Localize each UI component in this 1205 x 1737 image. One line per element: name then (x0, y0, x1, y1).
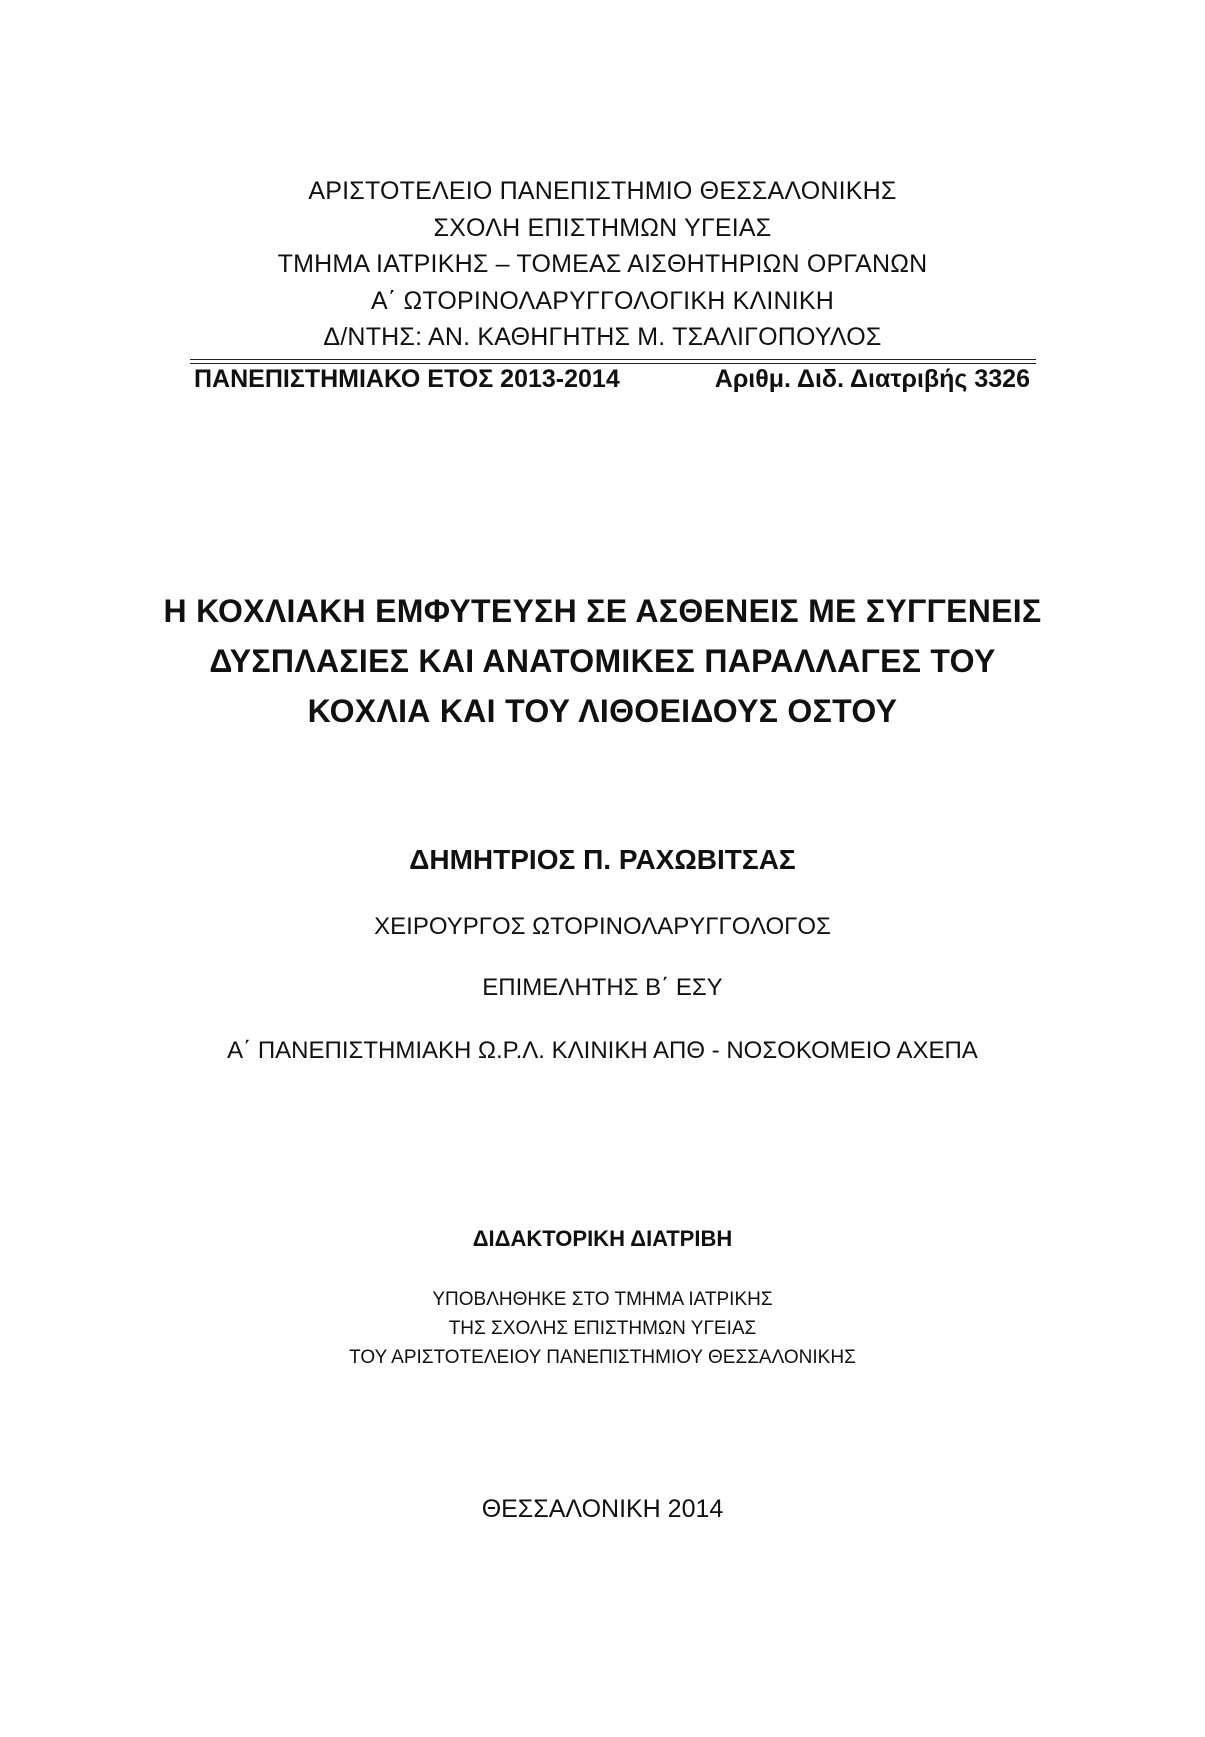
academic-year: ΠΑΝΕΠΙΣΤΗΜΙΑΚΟ ΕΤΟΣ 2013-2014 (194, 365, 620, 393)
submitted-line-1: ΥΠΟΒΛΗΘΗΚΕ ΣΤΟ ΤΜΗΜΑ ΙΑΤΡΙΚΗΣ (432, 1289, 773, 1310)
submitted-line-3: ΤΟΥ ΑΡΙΣΤΟΤΕΛΕΙΟΥ ΠΑΝΕΠΙΣΤΗΜΙΟΥ ΘΕΣΣΑΛΟΝΙΚΗΣ (349, 1347, 856, 1368)
thesis-title-line-1: Η ΚΟΧΛΙΑΚΗ ΕΜΦΥΤΕΥΣΗ ΣΕ ΑΣΘΕΝΕΙΣ ΜΕ ΣΥΓΓΕΝΕΙΣ (163, 593, 1042, 629)
author-affiliation: Α΄ ΠΑΝΕΠΙΣΤΗΜΙΑΚΗ Ω.Ρ.Λ. ΚΛΙΝΙΚΗ ΑΠΘ - ΝΟΣΟΚΟΜΕΙΟ ΑΧΕΠΑ (227, 1037, 978, 1064)
submitted-line-2: ΤΗΣ ΣΧΟΛΗΣ ΕΠΙΣΤΗΜΩΝ ΥΓΕΙΑΣ (448, 1318, 757, 1339)
university-name: ΑΡΙΣΤΟΤΕΛΕΙΟ ΠΑΝΕΠΙΣΤΗΜΙΟ ΘΕΣΣΑΛΟΝΙΚΗΣ (308, 177, 897, 205)
header-rule-top (190, 359, 1036, 360)
clinic-name: Α΄ ΩΤΟΡΙΝΟΛΑΡΥΓΓΟΛΟΓΙΚΗ ΚΛΙΝΙΚΗ (370, 287, 835, 315)
thesis-type: ΔΙΔΑΚΤΟΡΙΚΗ ΔΙΑΤΡΙΒΗ (472, 1226, 733, 1251)
year-row (190, 365, 1036, 401)
department-name: ΤΜΗΜΑ ΙΑΤΡΙΚΗΣ – ΤΟΜΕΑΣ ΑΙΣΘΗΤΗΡΙΩΝ ΟΡΓΑΝΩΝ (277, 250, 928, 278)
school-name: ΣΧΟΛΗ ΕΠΙΣΤΗΜΩΝ ΥΓΕΙΑΣ (433, 214, 772, 242)
author-position: ΕΠΙΜΕΛΗΤΗΣ Β΄ ΕΣΥ (482, 974, 723, 1001)
header-rule-bottom (190, 363, 1036, 364)
thesis-number: Αριθμ. Διδ. Διατριβής 3326 (714, 365, 1030, 393)
author-name: ΔΗΜΗΤΡΙΟΣ Π. ΡΑΧΩΒΙΤΣΑΣ (409, 844, 796, 875)
director-name: Δ/ΝΤΗΣ: ΑΝ. ΚΑΘΗΓΗΤΗΣ Μ. ΤΣΑΛΙΓΟΠΟΥΛΟΣ (323, 323, 882, 351)
place-and-year: ΘΕΣΣΑΛΟΝΙΚΗ 2014 (481, 1495, 724, 1523)
thesis-title-line-2: ΔΥΣΠΛΑΣΙΕΣ ΚΑΙ ΑΝΑΤΟΜΙΚΕΣ ΠΑΡΑΛΛΑΓΕΣ ΤΟΥ (209, 643, 996, 679)
thesis-title-line-3: ΚΟΧΛΙΑ ΚΑΙ ΤΟΥ ΛΙΘΟΕΙΔΟΥΣ ΟΣΤΟΥ (307, 693, 898, 729)
author-specialty: ΧΕΙΡΟΥΡΓΟΣ ΩΤΟΡΙΝΟΛΑΡΥΓΓΟΛΟΓΟΣ (374, 913, 831, 940)
